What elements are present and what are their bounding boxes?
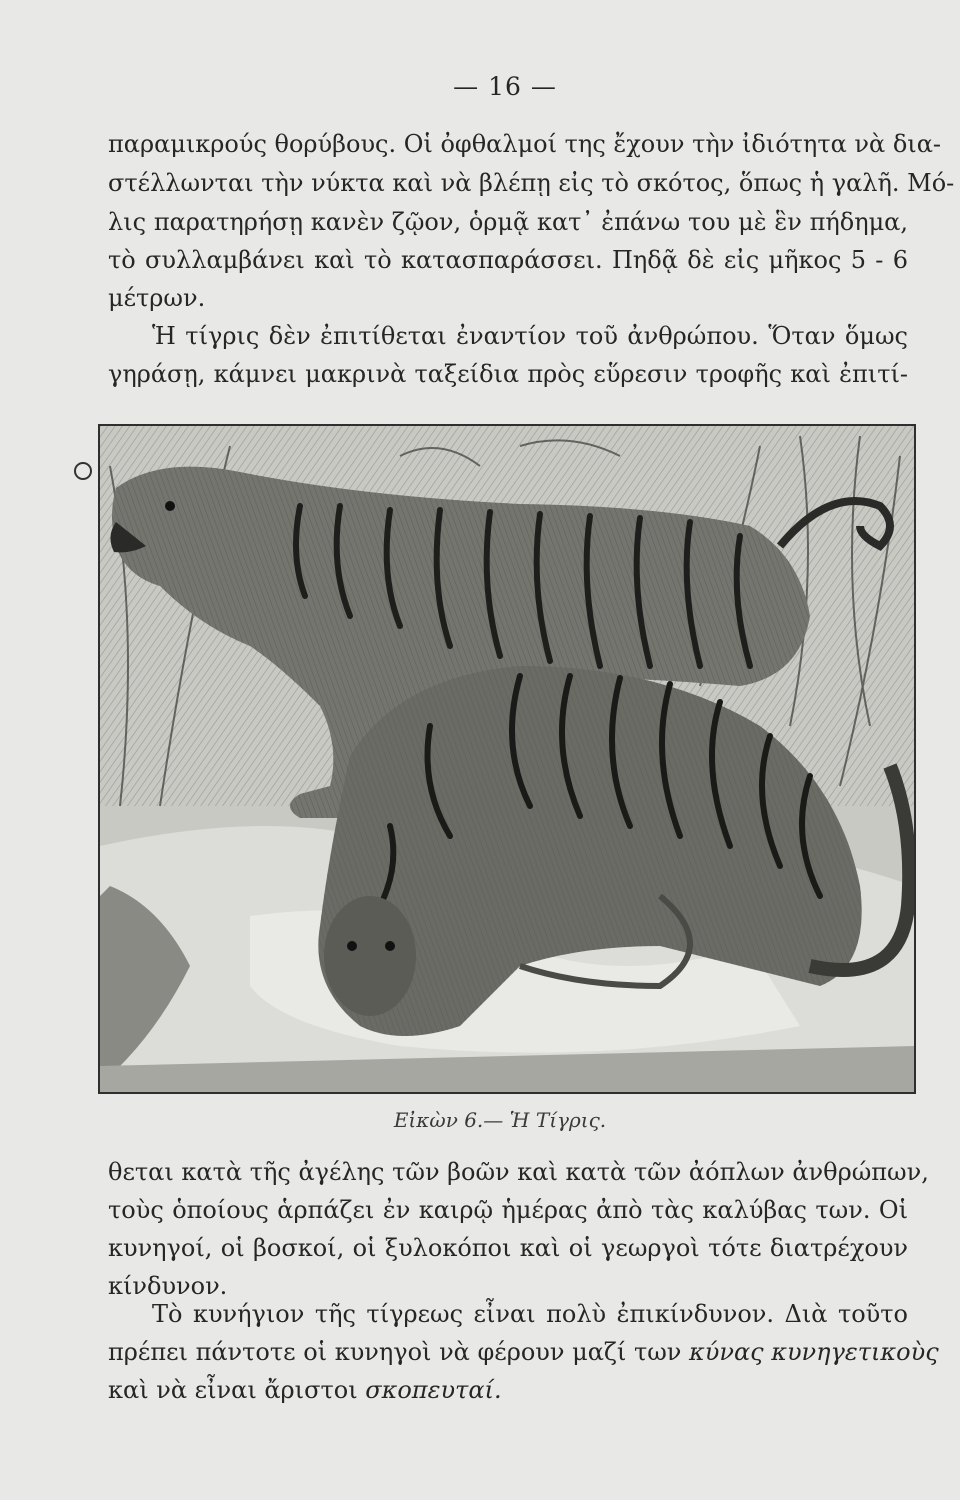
text-line: Ἡ τίγρις δὲν ἐπιτίθεται ἐναντίον τοῦ ἀνθρώπου. Ὅταν ὅμως bbox=[152, 322, 908, 350]
text-span: καὶ νὰ εἶναι ἄριστοι bbox=[108, 1376, 366, 1404]
text-line: κίνδυνον. bbox=[108, 1272, 228, 1300]
text-span: πρέπει πάντοτε οἱ κυνηγοὶ νὰ φέρουν μαζί των bbox=[108, 1338, 690, 1366]
tiger-engraving-image bbox=[100, 426, 914, 1092]
text-line: μέτρων. bbox=[108, 284, 206, 312]
text-line: κυνηγοί, οἱ βοσκοί, οἱ ξυλοκόποι καὶ οἱ γεωργοὶ τότε διατρέχουν bbox=[108, 1234, 908, 1262]
page-number: — 16 — bbox=[453, 72, 557, 101]
text-line: γηράσῃ, κάμνει μακρινὰ ταξείδια πρὸς εὕρεσιν τροφῆς καὶ ἐπιτί- bbox=[108, 360, 908, 388]
tiger-illustration bbox=[98, 424, 916, 1094]
text-line: στέλλωνται τὴν νύκτα καὶ νὰ βλέπῃ εἰς τὸ σκότος, ὅπως ἡ γαλῆ. Μό- bbox=[108, 169, 955, 197]
text-line: τὸ συλλαμβάνει καὶ τὸ κατασπαράσσει. Πηδᾷ δὲ εἰς μῆκος 5 - 6 bbox=[108, 246, 908, 274]
binding-hole-mark bbox=[74, 462, 92, 480]
figure-caption: Εἰκὼν 6.— Ἡ Τίγρις. bbox=[393, 1108, 607, 1132]
italic-text-span: σκοπευταί. bbox=[365, 1376, 502, 1404]
text-line bbox=[108, 1336, 939, 1368]
text-line: Τὸ κυνήγιον τῆς τίγρεως εἶναι πολὺ ἐπικίνδυνον. Διὰ τοῦτο bbox=[152, 1300, 908, 1328]
text-line: λις παρατηρήσῃ κανὲν ζῷον, ὁρμᾷ κατ᾽ ἐπάνω του μὲ ἓν πήδημα, bbox=[108, 208, 908, 236]
text-line: τοὺς ὁποίους ἁρπάζει ἐν καιρῷ ἡμέρας ἀπὸ τὰς καλύβας των. Οἱ bbox=[108, 1196, 908, 1224]
italic-text-span: κύνας κυνηγετικοὺς bbox=[689, 1338, 939, 1366]
text-line bbox=[108, 1374, 502, 1406]
text-line: θεται κατὰ τῆς ἀγέλης τῶν βοῶν καὶ κατὰ τῶν ἀόπλων ἀνθρώπων, bbox=[108, 1158, 929, 1186]
text-line: παραμικρούς θορύβους. Οἱ ὀφθαλμοί της ἔχουν τὴν ἰδιότητα νὰ δια- bbox=[108, 130, 942, 158]
